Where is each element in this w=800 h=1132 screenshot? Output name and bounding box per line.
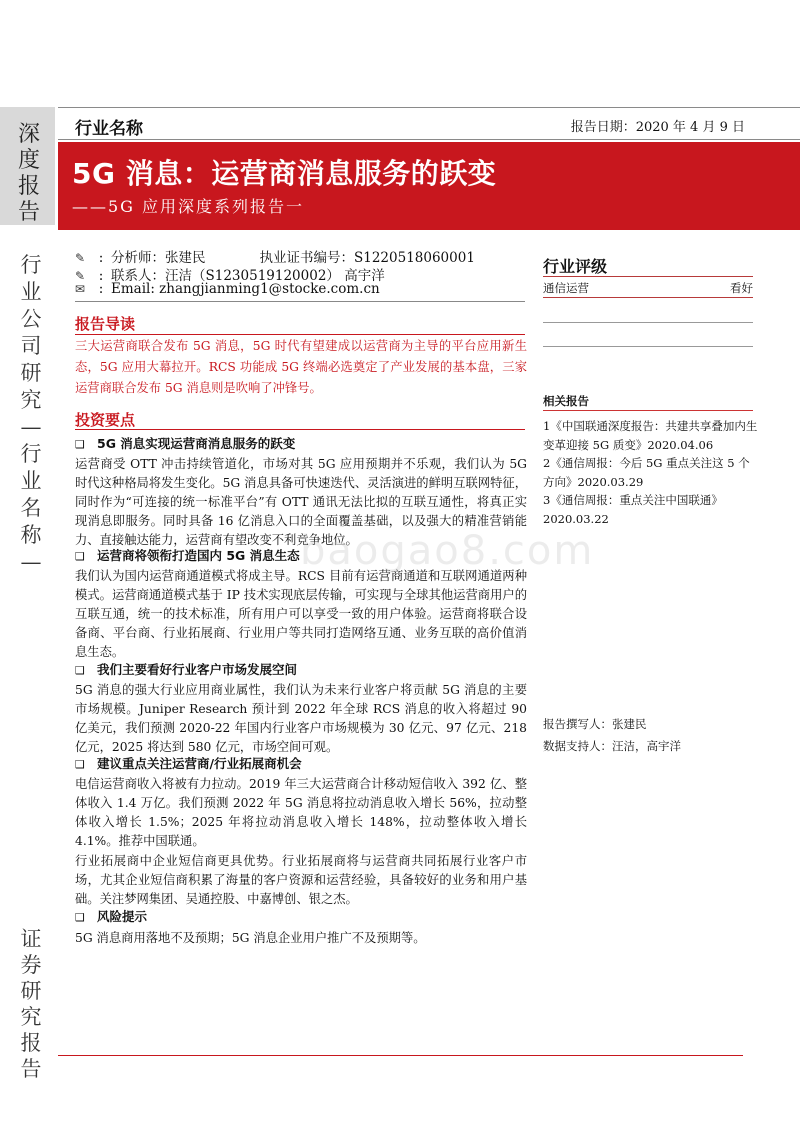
rating-row [543,280,753,296]
watermark: baogao8.com [300,528,595,574]
section-paragraph: 我们认为国内运营商通道模式将成主导。RCS 目前有运营商通道和互联网通道两种模式。运营商通道模式基于 IP 技术实现底层传输，可实现与全球其他运营商用户的互联互通，统一的技术标准，所有用户可以享受一致的用户体验。运营商将联合设备商、平台商、行业拓展商、行业用户等共同打造网络互通、业务互联的高价值消息生态。 [75,569,527,659]
section-heading: ❑ 风险提示 [75,909,148,924]
guide-text: 三大运营商联合发布 5G 消息，5G 时代有望建成以运营商为主导的平台应用新生态，5G 应用大幕拉开。RCS 功能成 5G 终端必选奠定了产业发展的基本盘，三家运营商联合发布 5G 消息则是吹响了冲锋号。 [75,339,527,395]
guide-rule [75,334,525,335]
guide-title: 报告导读 [75,315,136,333]
checkbox-bullet-icon: ❑ [75,664,85,677]
section-heading: ❑ 建议重点关注运营商/行业拓展商机会 [75,756,302,771]
industry-name: 行业名称 [75,119,143,139]
sidebar-label-industry-research: 行业公司研究—行业名称— [20,253,42,574]
related-report-item[interactable]: 1《中国联通深度报告：共建共享叠加内生变革迎接 5G 质变》2020.04.06 [543,419,758,452]
checkbox-bullet-icon: ❑ [75,550,85,563]
rating-rule [543,276,753,277]
rating-rule [543,346,753,347]
checkbox-bullet-icon: ❑ [75,438,85,451]
header-bottom-rule [58,139,800,140]
email-address[interactable]: Email: zhangjianming1@stocke.com.cn [111,281,380,297]
related-reports-title: 相关报告 [543,394,589,408]
invest-title: 投资要点 [75,411,136,429]
contact-name: 联系人：汪洁（S1230519120002） 高宇洋 [111,268,385,284]
report-title: 5G 消息：运营商消息服务的跃变 [72,157,497,190]
rating-rule [543,322,753,323]
section-paragraph: 5G 消息商用落地不及预期；5G 消息企业用户推广不及预期等。 [75,931,426,945]
section-paragraph: 5G 消息的强大行业应用商业属性，我们认为未来行业客户将贡献 5G 消息的主要市场规模。Juniper Research 预计到 2022 年全球 RCS 消息的收入将超过 90 亿美元，我们预测 2020-22 年国内行业客户市场规模为 30 亿元、97 亿元、218 亿元，2025 将达到 580 亿元，市场空间可观。 [75,683,527,754]
analyst-row: ✎ : 分析师：张建民 执业证书编号：S1220518060001 [75,250,475,266]
pencil-icon: ✎ [75,269,86,283]
rating-sector: 通信运营 [543,281,589,295]
sidebar-label-securities-report: 证券研究报告 [20,927,42,1081]
related-reports-rule [543,410,753,411]
pencil-icon: ✎ [75,251,86,265]
section-heading: ❑ 我们主要看好行业客户市场发展空间 [75,662,298,677]
section-heading: ❑ 5G 消息实现运营商消息服务的跃变 [75,436,296,451]
report-date: 报告日期：2020 年 4 月 9 日 [570,120,745,135]
report-subtitle: ——5G 应用深度系列报告一 [72,197,305,216]
envelope-icon: ✉ [75,282,86,296]
section-heading: ❑ 运营商将领衔打造国内 5G 消息生态 [75,548,300,563]
section-paragraph: 电信运营商收入将被有力拉动。2019 年三大运营商合计移动短信收入 392 亿、整体收入 1.4 万亿。我们预测 2022 年 5G 消息将拉动消息收入增长 56%，拉动整体收入增长 1.5%；2025 年将拉动消息收入增长 148%，拉动整体收入增长 4.1%。推荐中国联通。 [75,777,527,848]
related-report-item[interactable]: 3《通信周报：重点关注中国联通》2020.03.22 [543,493,723,526]
contact-row: ✎ : 联系人：汪洁（S1230519120002） 高宇洋 [75,268,385,284]
invest-rule [75,429,525,430]
analyst-name: 分析师：张建民 执业证书编号：S1220518060001 [111,250,475,266]
report-writer: 报告撰写人：张建民 [543,717,647,731]
section-paragraph: 运营商受 OTT 冲击持续管道化，市场对其 5G 应用预期并不乐观，我们认为 5G 时代这种格局将发生变化。5G 消息具备可快速迭代、灵活演进的鲜明互联网特征，同时作为“可连接的统一标准平台”有 OTT 通讯无法比拟的互联互通性，将真正实现消息即服务。同时具备 16 亿消息入口的全面覆盖基础，以及强大的精准营销能力、直接触达能力，运营商有望改变不利竞争地位。 [75,457,527,547]
related-reports-list [543,417,758,528]
rating-title: 行业评级 [543,257,608,276]
section-paragraph: 行业拓展商中企业短信商更具优势。行业拓展商将与运营商共同拓展行业客户市场，尤其企业短信商积累了海量的客户资源和运营经验，具备较好的业务和用户基础。关注梦网集团、吴通控股、中嘉博创、银之杰。 [75,854,527,906]
sidebar-label-deep-report: 深度报告 [17,122,40,225]
rating-rule [543,297,753,298]
rating-value: 看好 [730,281,753,295]
data-supporter: 数据支持人：汪洁，高宇洋 [543,739,681,753]
footer-rule [58,1055,743,1056]
header-top-rule [58,107,800,108]
report-authors [543,713,681,757]
analyst-divider [75,301,525,302]
checkbox-bullet-icon: ❑ [75,911,85,924]
checkbox-bullet-icon: ❑ [75,758,85,771]
email-row: ✉ : Email: zhangjianming1@stocke.com.cn [75,281,380,297]
related-report-item[interactable]: 2《通信周报：今后 5G 重点关注这 5 个方向》2020.03.29 [543,456,750,489]
